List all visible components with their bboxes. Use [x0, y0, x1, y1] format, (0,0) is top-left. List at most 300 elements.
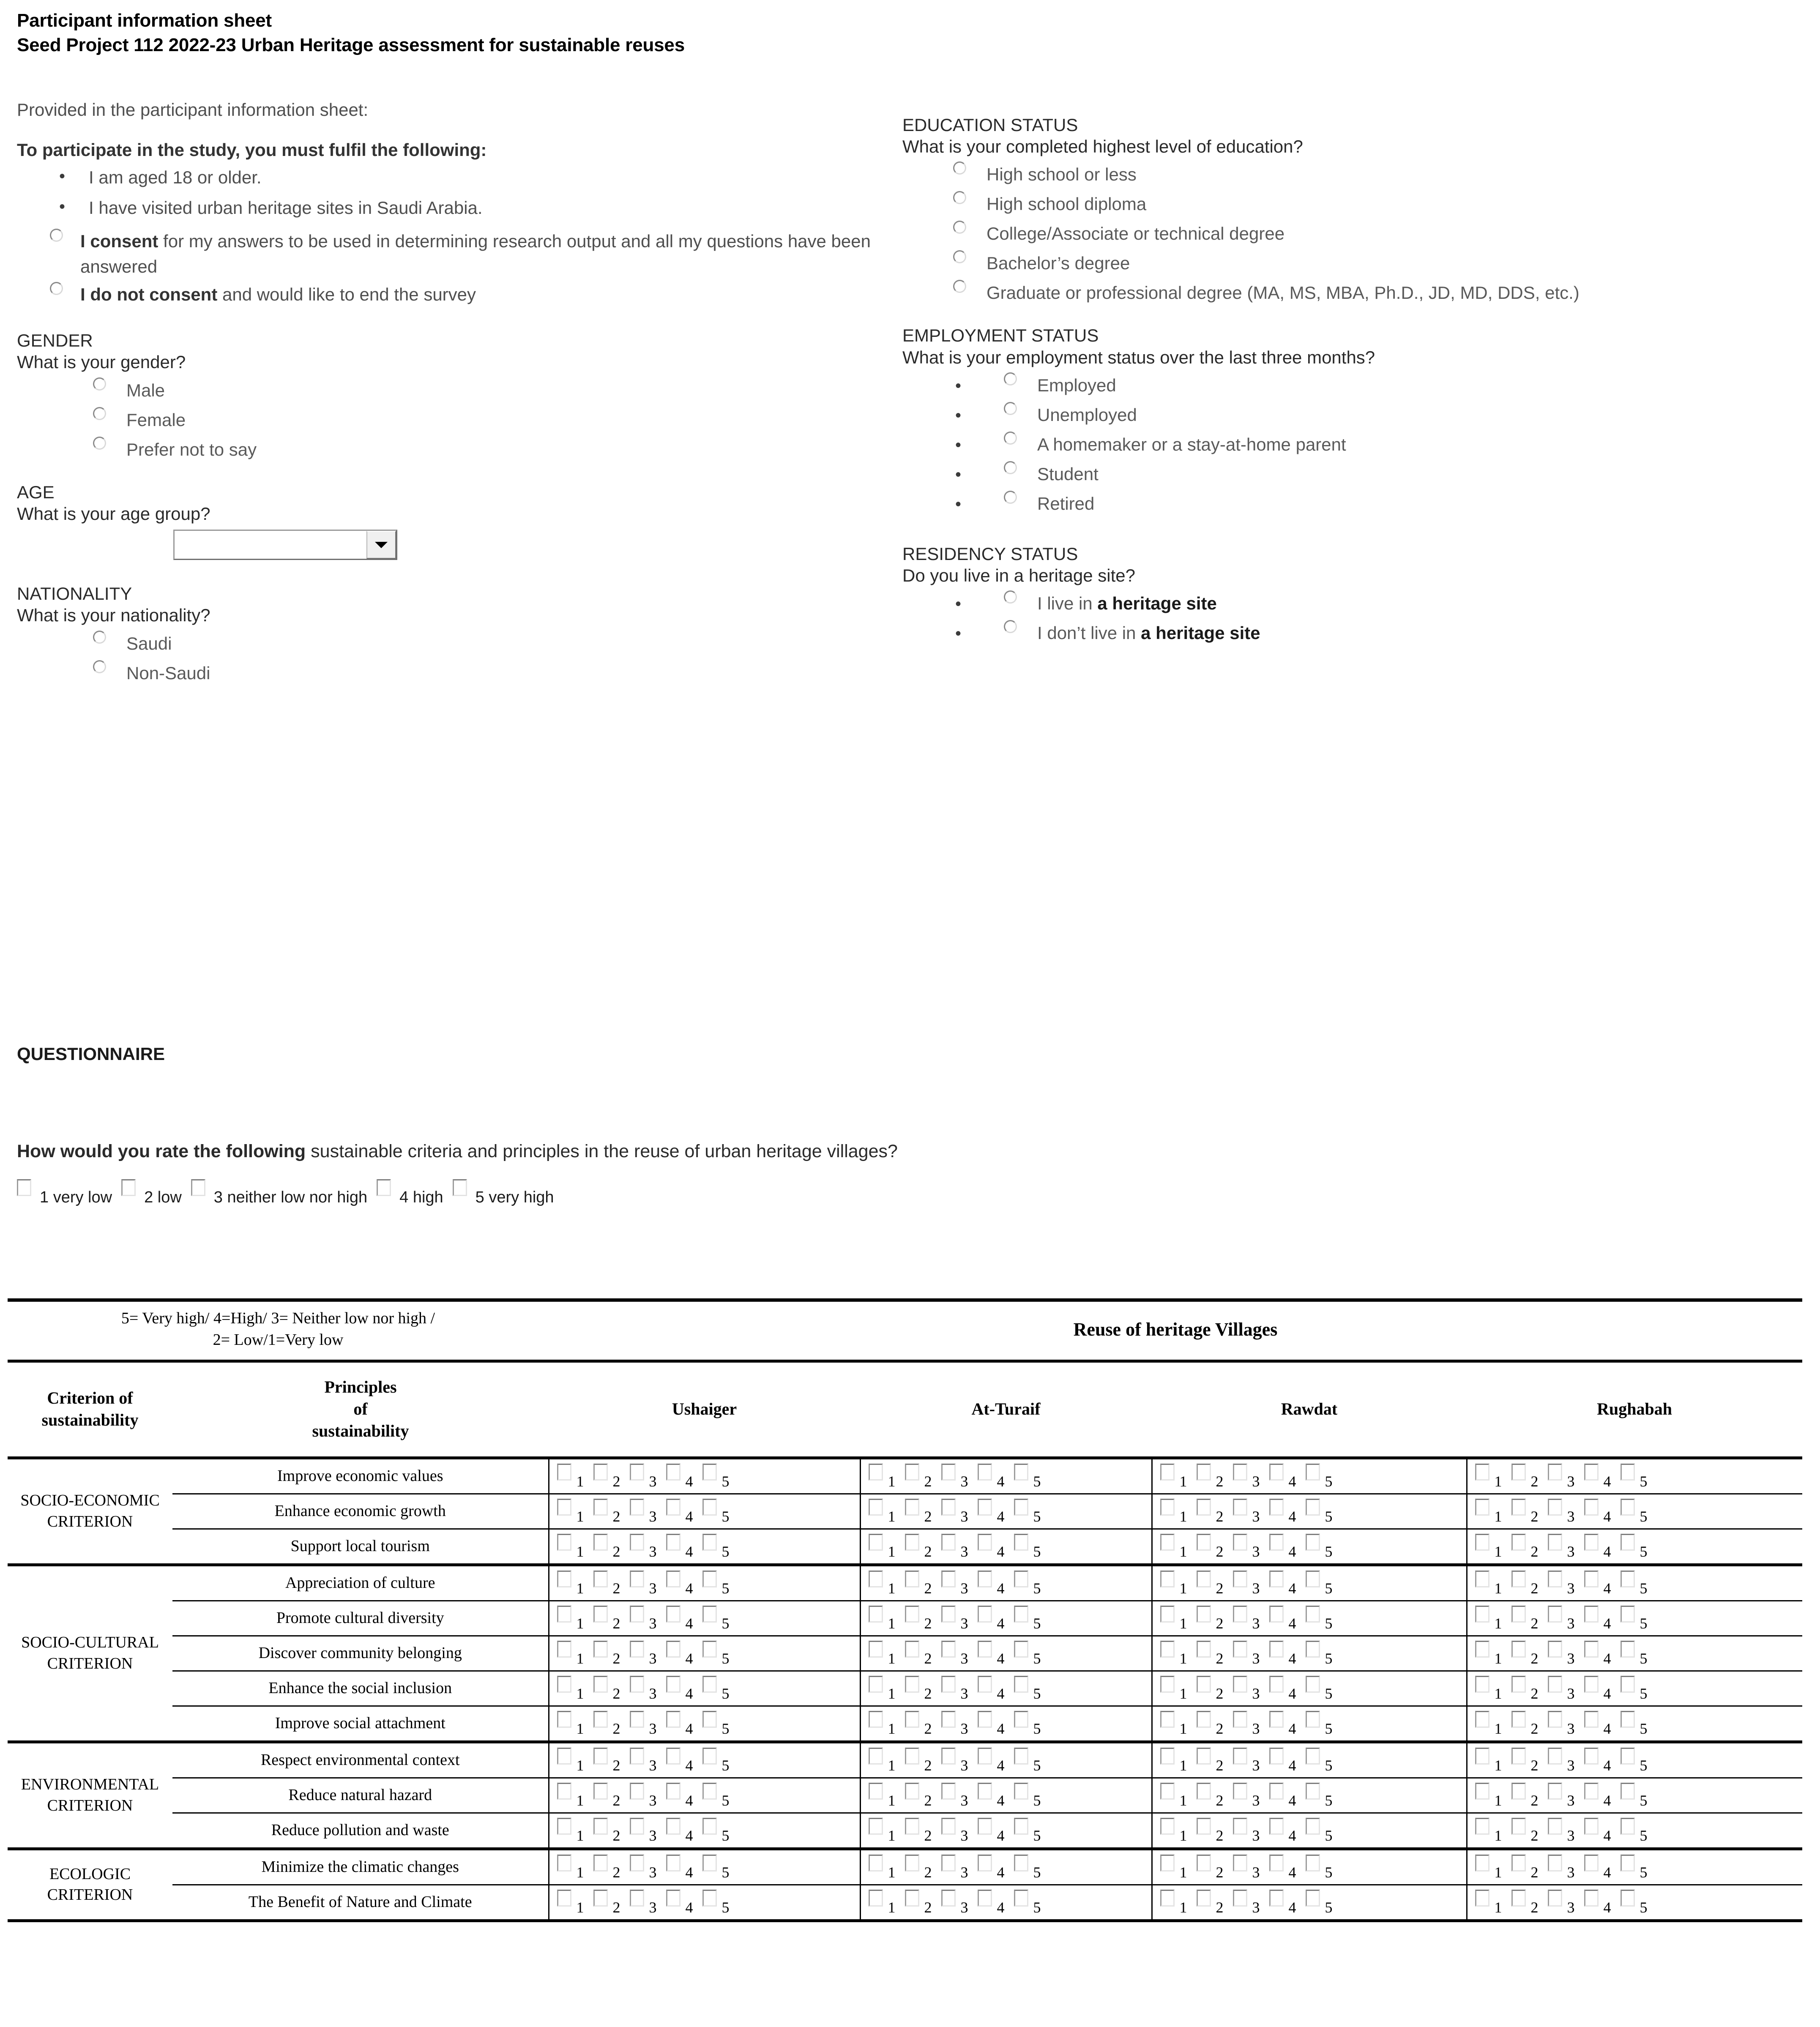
checkbox-icon[interactable] [1233, 1606, 1247, 1623]
gender-option-female[interactable] [93, 405, 909, 429]
checkbox-icon[interactable] [1621, 1748, 1635, 1765]
rating-checkbox-option[interactable] [905, 1783, 932, 1808]
rating-checkbox-option[interactable] [702, 1571, 730, 1596]
rating-checkbox-option[interactable] [1014, 1499, 1041, 1524]
rating-checkbox-option[interactable] [978, 1890, 1005, 1915]
rating-checkbox-option[interactable] [1511, 1499, 1539, 1524]
rating-cell[interactable] [1152, 1494, 1467, 1529]
checkbox-icon[interactable] [630, 1783, 644, 1800]
rating-cell[interactable] [1467, 1458, 1802, 1494]
rating-checkbox-option[interactable] [557, 1676, 584, 1701]
checkbox-icon[interactable] [905, 1855, 919, 1871]
rating-cell[interactable] [549, 1458, 860, 1494]
checkbox-icon[interactable] [1475, 1748, 1489, 1765]
checkbox-icon[interactable] [1269, 1711, 1284, 1728]
rating-checkbox-option[interactable] [1269, 1606, 1296, 1631]
checkbox-icon[interactable] [191, 1179, 205, 1196]
rating-checkbox-option[interactable] [941, 1855, 968, 1880]
checkbox-icon[interactable] [941, 1890, 956, 1907]
rating-checkbox-option[interactable] [1306, 1783, 1333, 1808]
checkbox-icon[interactable] [1584, 1464, 1599, 1481]
radio-icon[interactable] [953, 280, 966, 293]
checkbox-icon[interactable] [1584, 1641, 1599, 1658]
rating-checkbox-option[interactable] [1621, 1855, 1648, 1880]
rating-checkbox-option[interactable] [1621, 1641, 1648, 1666]
checkbox-icon[interactable] [630, 1676, 644, 1693]
rating-checkbox-option[interactable] [905, 1676, 932, 1701]
checkbox-icon[interactable] [1584, 1534, 1599, 1551]
checkbox-icon[interactable] [593, 1855, 608, 1871]
rating-cell[interactable] [1152, 1565, 1467, 1601]
age-group-select[interactable] [173, 530, 397, 560]
rating-checkbox-option[interactable] [1475, 1676, 1502, 1701]
rating-checkbox-option[interactable] [1014, 1571, 1041, 1596]
rating-checkbox-option[interactable] [1511, 1571, 1539, 1596]
checkbox-icon[interactable] [1511, 1890, 1526, 1907]
checkbox-icon[interactable] [666, 1534, 680, 1551]
checkbox-icon[interactable] [1584, 1606, 1599, 1623]
checkbox-icon[interactable] [1197, 1855, 1211, 1871]
rating-cell[interactable] [549, 1885, 860, 1920]
checkbox-icon[interactable] [557, 1499, 571, 1516]
rating-checkbox-option[interactable] [1269, 1641, 1296, 1666]
checkbox-icon[interactable] [1621, 1890, 1635, 1907]
rating-checkbox-option[interactable] [630, 1606, 657, 1631]
rating-cell[interactable] [549, 1742, 860, 1778]
employment-option-4[interactable] [902, 459, 1798, 483]
rating-checkbox-option[interactable] [557, 1748, 584, 1773]
rating-checkbox-option[interactable] [1548, 1783, 1575, 1808]
rating-checkbox-option[interactable] [1014, 1676, 1041, 1701]
checkbox-icon[interactable] [666, 1855, 680, 1871]
checkbox-icon[interactable] [1475, 1641, 1489, 1658]
rating-checkbox-option[interactable] [1197, 1464, 1224, 1489]
rating-checkbox-option[interactable] [630, 1783, 657, 1808]
rating-checkbox-option[interactable] [630, 1855, 657, 1880]
rating-checkbox-option[interactable] [978, 1641, 1005, 1666]
rating-checkbox-option[interactable] [1548, 1890, 1575, 1915]
rating-checkbox-option[interactable] [1233, 1855, 1260, 1880]
employment-option-5[interactable] [902, 489, 1798, 513]
rating-checkbox-option[interactable] [1475, 1571, 1502, 1596]
checkbox-icon[interactable] [1475, 1711, 1489, 1728]
checkbox-icon[interactable] [1160, 1534, 1175, 1551]
checkbox-icon[interactable] [1306, 1571, 1320, 1587]
rating-checkbox-option[interactable] [593, 1818, 620, 1843]
checkbox-icon[interactable] [702, 1818, 717, 1835]
rating-checkbox-option[interactable] [1014, 1534, 1041, 1559]
checkbox-icon[interactable] [1475, 1571, 1489, 1587]
rating-checkbox-option[interactable] [1548, 1855, 1575, 1880]
checkbox-icon[interactable] [630, 1534, 644, 1551]
rating-checkbox-option[interactable] [593, 1606, 620, 1631]
rating-checkbox-option[interactable] [905, 1748, 932, 1773]
radio-icon[interactable] [1004, 620, 1017, 633]
rating-checkbox-option[interactable] [1269, 1748, 1296, 1773]
rating-checkbox-option[interactable] [1584, 1676, 1611, 1701]
radio-icon[interactable] [93, 437, 106, 450]
checkbox-icon[interactable] [1233, 1464, 1247, 1481]
rating-checkbox-option[interactable] [1269, 1571, 1296, 1596]
rating-checkbox-option[interactable] [1511, 1534, 1539, 1559]
rating-checkbox-option[interactable] [666, 1676, 693, 1701]
rating-checkbox-option[interactable] [941, 1641, 968, 1666]
rating-cell[interactable] [549, 1706, 860, 1742]
rating-checkbox-option[interactable] [1306, 1748, 1333, 1773]
rating-checkbox-option[interactable] [630, 1571, 657, 1596]
rating-checkbox-option[interactable] [978, 1676, 1005, 1701]
rating-cell[interactable] [1467, 1671, 1802, 1706]
rating-cell[interactable] [1152, 1458, 1467, 1494]
checkbox-icon[interactable] [905, 1748, 919, 1765]
checkbox-icon[interactable] [1306, 1855, 1320, 1871]
checkbox-icon[interactable] [630, 1748, 644, 1765]
rating-checkbox-option[interactable] [702, 1855, 730, 1880]
rating-checkbox-option[interactable] [1511, 1464, 1539, 1489]
checkbox-icon[interactable] [1014, 1783, 1028, 1800]
checkbox-icon[interactable] [702, 1890, 717, 1907]
checkbox-icon[interactable] [1233, 1499, 1247, 1516]
rating-checkbox-option[interactable] [1621, 1571, 1648, 1596]
checkbox-icon[interactable] [1014, 1676, 1028, 1693]
rating-checkbox-option[interactable] [1269, 1499, 1296, 1524]
checkbox-icon[interactable] [702, 1606, 717, 1623]
checkbox-icon[interactable] [630, 1499, 644, 1516]
checkbox-icon[interactable] [869, 1890, 883, 1907]
checkbox-icon[interactable] [905, 1534, 919, 1551]
checkbox-icon[interactable] [1475, 1783, 1489, 1800]
rating-checkbox-option[interactable] [702, 1783, 730, 1808]
rating-checkbox-option[interactable] [593, 1711, 620, 1736]
checkbox-icon[interactable] [557, 1818, 571, 1835]
checkbox-icon[interactable] [941, 1855, 956, 1871]
checkbox-icon[interactable] [1014, 1534, 1028, 1551]
rating-checkbox-option[interactable] [1197, 1818, 1224, 1843]
checkbox-icon[interactable] [1548, 1855, 1562, 1871]
checkbox-icon[interactable] [978, 1711, 992, 1728]
rating-checkbox-option[interactable] [702, 1818, 730, 1843]
checkbox-icon[interactable] [1269, 1855, 1284, 1871]
rating-checkbox-option[interactable] [941, 1499, 968, 1524]
checkbox-icon[interactable] [1014, 1571, 1028, 1587]
checkbox-icon[interactable] [1306, 1641, 1320, 1658]
radio-icon[interactable] [93, 377, 106, 391]
rating-checkbox-option[interactable] [1548, 1534, 1575, 1559]
rating-cell[interactable] [860, 1849, 1152, 1885]
rating-checkbox-option[interactable] [941, 1748, 968, 1773]
rating-checkbox-option[interactable] [1306, 1464, 1333, 1489]
checkbox-icon[interactable] [630, 1711, 644, 1728]
rating-checkbox-option[interactable] [1160, 1499, 1187, 1524]
rating-checkbox-option[interactable] [1197, 1571, 1224, 1596]
rating-checkbox-option[interactable] [1233, 1783, 1260, 1808]
rating-checkbox-option[interactable] [941, 1464, 968, 1489]
rating-checkbox-option[interactable] [1269, 1783, 1296, 1808]
checkbox-icon[interactable] [593, 1783, 608, 1800]
rating-checkbox-option[interactable] [1014, 1606, 1041, 1631]
rating-checkbox-option[interactable] [1621, 1606, 1648, 1631]
rating-checkbox-option[interactable] [1233, 1711, 1260, 1736]
rating-checkbox-option[interactable] [1306, 1534, 1333, 1559]
rating-checkbox-option[interactable] [630, 1499, 657, 1524]
checkbox-icon[interactable] [1269, 1818, 1284, 1835]
checkbox-icon[interactable] [1548, 1534, 1562, 1551]
rating-cell[interactable] [549, 1849, 860, 1885]
checkbox-icon[interactable] [1014, 1890, 1028, 1907]
checkbox-icon[interactable] [1306, 1818, 1320, 1835]
rating-checkbox-option[interactable] [941, 1783, 968, 1808]
checkbox-icon[interactable] [702, 1855, 717, 1871]
checkbox-icon[interactable] [1160, 1783, 1175, 1800]
checkbox-icon[interactable] [702, 1676, 717, 1693]
rating-checkbox-option[interactable] [702, 1534, 730, 1559]
checkbox-icon[interactable] [666, 1641, 680, 1658]
checkbox-icon[interactable] [1014, 1855, 1028, 1871]
rating-checkbox-option[interactable] [1269, 1676, 1296, 1701]
checkbox-icon[interactable] [869, 1499, 883, 1516]
radio-icon[interactable] [953, 191, 966, 204]
checkbox-icon[interactable] [630, 1890, 644, 1907]
checkbox-icon[interactable] [557, 1676, 571, 1693]
rating-checkbox-option[interactable] [666, 1890, 693, 1915]
checkbox-icon[interactable] [630, 1818, 644, 1835]
checkbox-icon[interactable] [666, 1676, 680, 1693]
checkbox-icon[interactable] [1306, 1783, 1320, 1800]
rating-checkbox-option[interactable] [1475, 1534, 1502, 1559]
rating-checkbox-option[interactable] [557, 1464, 584, 1489]
nationality-option-non-saudi[interactable] [93, 658, 909, 682]
rating-checkbox-option[interactable] [1621, 1534, 1648, 1559]
rating-checkbox-option[interactable] [1475, 1606, 1502, 1631]
checkbox-icon[interactable] [941, 1534, 956, 1551]
checkbox-icon[interactable] [1269, 1676, 1284, 1693]
checkbox-icon[interactable] [593, 1676, 608, 1693]
checkbox-icon[interactable] [1306, 1606, 1320, 1623]
checkbox-icon[interactable] [1306, 1499, 1320, 1516]
rating-cell[interactable] [1152, 1601, 1467, 1636]
checkbox-icon[interactable] [377, 1179, 391, 1196]
rating-checkbox-option[interactable] [702, 1711, 730, 1736]
gender-option-male[interactable] [93, 376, 909, 399]
rating-checkbox-option[interactable] [593, 1464, 620, 1489]
rating-checkbox-option[interactable] [1621, 1783, 1648, 1808]
rating-checkbox-option[interactable] [1584, 1890, 1611, 1915]
rating-checkbox-option[interactable] [1160, 1606, 1187, 1631]
rating-checkbox-option[interactable] [666, 1748, 693, 1773]
rating-cell[interactable] [549, 1813, 860, 1849]
checkbox-icon[interactable] [978, 1571, 992, 1587]
rating-checkbox-option[interactable] [630, 1534, 657, 1559]
rating-checkbox-option[interactable] [941, 1711, 968, 1736]
rating-checkbox-option[interactable] [905, 1711, 932, 1736]
checkbox-icon[interactable] [1233, 1711, 1247, 1728]
rating-cell[interactable] [1467, 1529, 1802, 1565]
checkbox-icon[interactable] [666, 1606, 680, 1623]
rating-checkbox-option[interactable] [1233, 1818, 1260, 1843]
checkbox-icon[interactable] [941, 1818, 956, 1835]
rating-cell[interactable] [549, 1671, 860, 1706]
rating-checkbox-option[interactable] [869, 1676, 896, 1701]
checkbox-icon[interactable] [869, 1534, 883, 1551]
checkbox-icon[interactable] [1475, 1499, 1489, 1516]
rating-checkbox-option[interactable] [666, 1464, 693, 1489]
checkbox-icon[interactable] [1233, 1571, 1247, 1587]
rating-checkbox-option[interactable] [666, 1855, 693, 1880]
checkbox-icon[interactable] [1233, 1676, 1247, 1693]
checkbox-icon[interactable] [1548, 1748, 1562, 1765]
checkbox-icon[interactable] [1621, 1534, 1635, 1551]
rating-checkbox-option[interactable] [666, 1606, 693, 1631]
checkbox-icon[interactable] [978, 1499, 992, 1516]
rating-checkbox-option[interactable] [1197, 1783, 1224, 1808]
rating-checkbox-option[interactable] [1160, 1711, 1187, 1736]
checkbox-icon[interactable] [869, 1711, 883, 1728]
rating-checkbox-option[interactable] [1475, 1855, 1502, 1880]
rating-cell[interactable] [1152, 1529, 1467, 1565]
checkbox-icon[interactable] [941, 1641, 956, 1658]
checkbox-icon[interactable] [702, 1499, 717, 1516]
checkbox-icon[interactable] [1160, 1748, 1175, 1765]
consent-option-no[interactable] [17, 282, 909, 307]
checkbox-icon[interactable] [1269, 1606, 1284, 1623]
checkbox-icon[interactable] [1475, 1890, 1489, 1907]
education-option-5[interactable] [953, 278, 1798, 302]
checkbox-icon[interactable] [978, 1748, 992, 1765]
checkbox-icon[interactable] [1269, 1783, 1284, 1800]
scale-option-4[interactable] [377, 1179, 443, 1207]
checkbox-icon[interactable] [869, 1855, 883, 1871]
rating-checkbox-option[interactable] [1160, 1783, 1187, 1808]
rating-checkbox-option[interactable] [1306, 1641, 1333, 1666]
rating-checkbox-option[interactable] [1475, 1641, 1502, 1666]
checkbox-icon[interactable] [1511, 1783, 1526, 1800]
rating-checkbox-option[interactable] [1306, 1890, 1333, 1915]
checkbox-icon[interactable] [1160, 1464, 1175, 1481]
rating-checkbox-option[interactable] [1306, 1606, 1333, 1631]
rating-cell[interactable] [1467, 1849, 1802, 1885]
checkbox-icon[interactable] [121, 1179, 136, 1196]
checkbox-icon[interactable] [1548, 1641, 1562, 1658]
rating-checkbox-option[interactable] [702, 1676, 730, 1701]
rating-checkbox-option[interactable] [557, 1641, 584, 1666]
rating-cell[interactable] [1467, 1636, 1802, 1671]
rating-cell[interactable] [549, 1778, 860, 1813]
rating-checkbox-option[interactable] [1475, 1711, 1502, 1736]
checkbox-icon[interactable] [1511, 1571, 1526, 1587]
rating-checkbox-option[interactable] [1548, 1464, 1575, 1489]
rating-cell[interactable] [1467, 1742, 1802, 1778]
checkbox-icon[interactable] [1233, 1783, 1247, 1800]
rating-checkbox-option[interactable] [1014, 1641, 1041, 1666]
nationality-option-saudi[interactable] [93, 629, 909, 653]
rating-checkbox-option[interactable] [630, 1676, 657, 1701]
rating-cell[interactable] [549, 1529, 860, 1565]
rating-cell[interactable] [1152, 1849, 1467, 1885]
rating-checkbox-option[interactable] [1584, 1641, 1611, 1666]
checkbox-icon[interactable] [1197, 1818, 1211, 1835]
checkbox-icon[interactable] [1269, 1534, 1284, 1551]
rating-checkbox-option[interactable] [1475, 1890, 1502, 1915]
checkbox-icon[interactable] [1511, 1606, 1526, 1623]
checkbox-icon[interactable] [557, 1571, 571, 1587]
rating-checkbox-option[interactable] [593, 1534, 620, 1559]
rating-cell[interactable] [860, 1565, 1152, 1601]
checkbox-icon[interactable] [905, 1676, 919, 1693]
rating-checkbox-option[interactable] [1197, 1641, 1224, 1666]
education-option-1[interactable] [953, 160, 1798, 183]
checkbox-icon[interactable] [1584, 1711, 1599, 1728]
rating-checkbox-option[interactable] [1511, 1641, 1539, 1666]
checkbox-icon[interactable] [1511, 1855, 1526, 1871]
rating-checkbox-option[interactable] [1233, 1748, 1260, 1773]
checkbox-icon[interactable] [557, 1748, 571, 1765]
checkbox-icon[interactable] [941, 1464, 956, 1481]
checkbox-icon[interactable] [869, 1818, 883, 1835]
rating-checkbox-option[interactable] [557, 1571, 584, 1596]
rating-checkbox-option[interactable] [1233, 1571, 1260, 1596]
rating-checkbox-option[interactable] [941, 1890, 968, 1915]
rating-checkbox-option[interactable] [978, 1534, 1005, 1559]
rating-checkbox-option[interactable] [1584, 1855, 1611, 1880]
checkbox-icon[interactable] [1160, 1818, 1175, 1835]
checkbox-icon[interactable] [1014, 1711, 1028, 1728]
checkbox-icon[interactable] [630, 1641, 644, 1658]
rating-checkbox-option[interactable] [1475, 1783, 1502, 1808]
rating-checkbox-option[interactable] [1306, 1855, 1333, 1880]
checkbox-icon[interactable] [702, 1534, 717, 1551]
rating-checkbox-option[interactable] [1548, 1499, 1575, 1524]
checkbox-icon[interactable] [1014, 1748, 1028, 1765]
rating-checkbox-option[interactable] [1511, 1783, 1539, 1808]
rating-checkbox-option[interactable] [666, 1534, 693, 1559]
education-option-4[interactable] [953, 249, 1798, 272]
rating-checkbox-option[interactable] [557, 1890, 584, 1915]
checkbox-icon[interactable] [1621, 1676, 1635, 1693]
rating-checkbox-option[interactable] [1269, 1534, 1296, 1559]
employment-option-1[interactable] [902, 371, 1798, 394]
rating-checkbox-option[interactable] [1269, 1464, 1296, 1489]
checkbox-icon[interactable] [666, 1890, 680, 1907]
rating-checkbox-option[interactable] [593, 1748, 620, 1773]
rating-checkbox-option[interactable] [1548, 1818, 1575, 1843]
rating-checkbox-option[interactable] [978, 1571, 1005, 1596]
chevron-down-icon[interactable] [366, 531, 396, 559]
checkbox-icon[interactable] [1197, 1641, 1211, 1658]
radio-icon[interactable] [953, 221, 966, 234]
rating-checkbox-option[interactable] [1160, 1534, 1187, 1559]
checkbox-icon[interactable] [1475, 1855, 1489, 1871]
checkbox-icon[interactable] [1197, 1676, 1211, 1693]
checkbox-icon[interactable] [593, 1818, 608, 1835]
radio-icon[interactable] [93, 631, 106, 644]
rating-checkbox-option[interactable] [1306, 1676, 1333, 1701]
checkbox-icon[interactable] [1306, 1534, 1320, 1551]
rating-cell[interactable] [860, 1813, 1152, 1849]
rating-checkbox-option[interactable] [1548, 1606, 1575, 1631]
checkbox-icon[interactable] [666, 1748, 680, 1765]
rating-checkbox-option[interactable] [978, 1783, 1005, 1808]
checkbox-icon[interactable] [1269, 1571, 1284, 1587]
checkbox-icon[interactable] [702, 1641, 717, 1658]
rating-cell[interactable] [549, 1494, 860, 1529]
rating-checkbox-option[interactable] [905, 1641, 932, 1666]
checkbox-icon[interactable] [1548, 1606, 1562, 1623]
consent-option-yes[interactable] [17, 229, 909, 279]
checkbox-icon[interactable] [593, 1606, 608, 1623]
rating-checkbox-option[interactable] [1014, 1855, 1041, 1880]
checkbox-icon[interactable] [1233, 1641, 1247, 1658]
checkbox-icon[interactable] [1160, 1641, 1175, 1658]
